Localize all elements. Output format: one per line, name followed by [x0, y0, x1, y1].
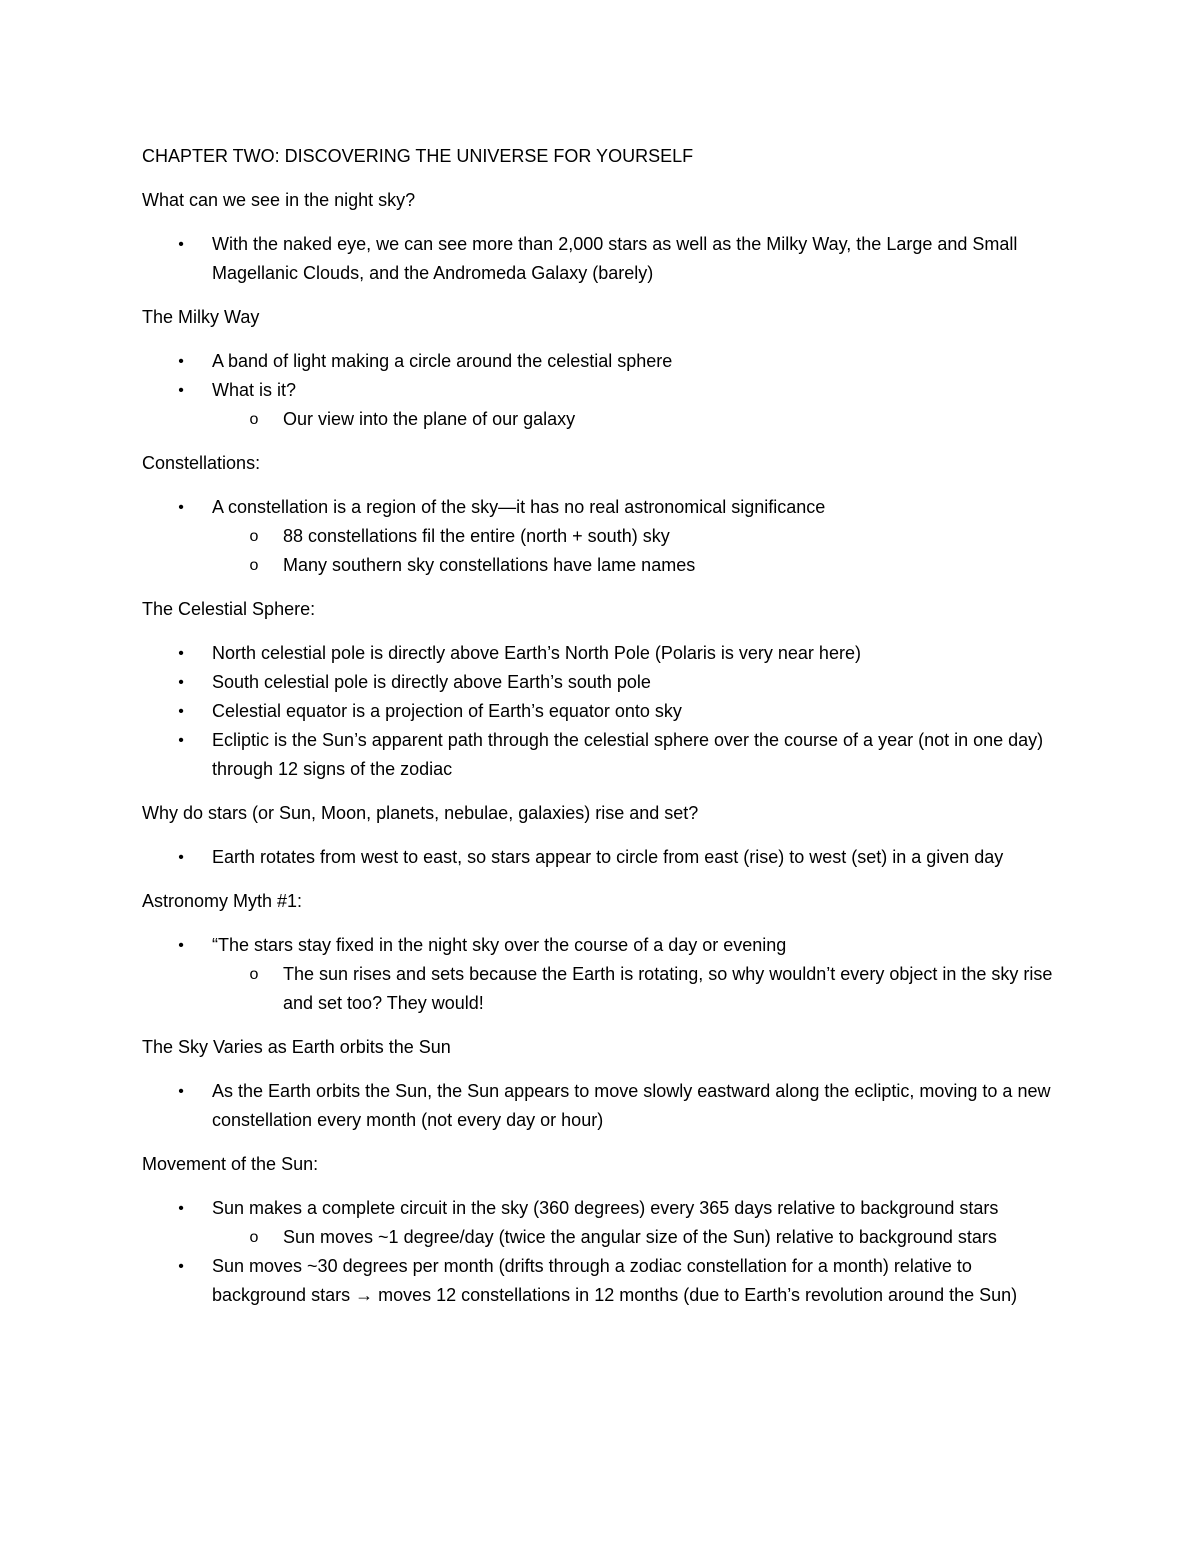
list-item-text: With the naked eye, we can see more than 2,000 stars as well as the Milky Way, the Large and Small Magellanic Clouds, and the Andromeda Galaxy (barely): [212, 234, 1018, 283]
list-item: [142, 347, 1062, 376]
list-item-text: Sun moves ~30 degrees per month (drifts through a zodiac constellation for a month) relative to background stars → moves 12 constellations in 12 months (due to Earth’s revolution around the Sun): [212, 1256, 1018, 1305]
sub-list-item: [212, 551, 1062, 580]
bullet-icon: •: [178, 849, 184, 866]
section-heading: The Milky Way: [142, 307, 260, 327]
section-heading: Astronomy Myth #1:: [142, 891, 303, 911]
sub-list-item-text: 88 constellations fil the entire (north + south) sky: [283, 526, 670, 546]
list-item-text: North celestial pole is directly above Earth’s North Pole (Polaris is very near here): [212, 643, 861, 663]
section-heading: What can we see in the night sky?: [142, 190, 416, 210]
bullet-icon: •: [178, 499, 184, 516]
list-item: [142, 639, 1062, 668]
list-item: [142, 376, 1062, 434]
section-heading: The Sky Varies as Earth orbits the Sun: [142, 1037, 451, 1057]
bullet-list: [142, 1194, 1062, 1310]
list-item-text: Sun makes a complete circuit in the sky (360 degrees) every 365 days relative to background stars: [212, 1198, 999, 1218]
document-content: [142, 142, 1062, 1325]
bullet-icon: •: [178, 236, 184, 253]
list-item: [142, 726, 1062, 784]
list-item-text: Earth rotates from west to east, so stars appear to circle from east (rise) to west (set) in a given day: [212, 847, 1004, 867]
list-item: [142, 1194, 1062, 1252]
list-item-text: “The stars stay fixed in the night sky over the course of a day or evening: [212, 935, 787, 955]
bullet-icon: •: [178, 645, 184, 662]
bullet-list: [142, 230, 1062, 288]
sub-list-item-text: Our view into the plane of our galaxy: [283, 409, 576, 429]
sub-bullet-list: [212, 960, 1062, 1018]
list-item: [142, 493, 1062, 580]
list-item: [142, 931, 1062, 1018]
bullet-icon: •: [178, 732, 184, 749]
section-heading: Movement of the Sun:: [142, 1154, 319, 1174]
bullet-list: [142, 347, 1062, 434]
list-item: [142, 1252, 1062, 1310]
bullet-list: [142, 843, 1062, 872]
list-item: [142, 230, 1062, 288]
section-heading: Constellations:: [142, 453, 261, 473]
sub-bullet-icon: o: [249, 557, 259, 574]
list-item: [142, 668, 1062, 697]
list-item-text: A band of light making a circle around the celestial sphere: [212, 351, 673, 371]
section-heading: The Celestial Sphere:: [142, 599, 316, 619]
list-item-text: As the Earth orbits the Sun, the Sun appears to move slowly eastward along the ecliptic, moving to a new constellation every month (not every day or hour): [212, 1081, 1051, 1130]
sub-list-item-text: Many southern sky constellations have lame names: [283, 555, 696, 575]
list-item-text: South celestial pole is directly above Earth’s south pole: [212, 672, 651, 692]
sub-list-item: [212, 1223, 1062, 1252]
sub-list-item: [212, 960, 1062, 1018]
sub-bullet-icon: o: [249, 528, 259, 545]
sub-bullet-icon: o: [249, 1229, 259, 1246]
sub-bullet-list: [212, 522, 1062, 580]
bullet-icon: •: [178, 937, 184, 954]
bullet-icon: •: [178, 1083, 184, 1100]
bullet-icon: •: [178, 1258, 184, 1275]
bullet-icon: •: [178, 703, 184, 720]
section-heading: Why do stars (or Sun, Moon, planets, nebulae, galaxies) rise and set?: [142, 803, 699, 823]
sub-bullet-icon: o: [249, 411, 259, 428]
bullet-list: [142, 1077, 1062, 1135]
list-item: [142, 1077, 1062, 1135]
sub-list-item: [212, 405, 1062, 434]
list-item-text: Ecliptic is the Sun’s apparent path through the celestial sphere over the course of a year (not in one day) through 12 signs of the zodiac: [212, 730, 1044, 779]
list-item-text: What is it?: [212, 380, 297, 400]
sub-bullet-list: [212, 1223, 1062, 1252]
bullet-icon: •: [178, 1200, 184, 1217]
list-item: [142, 697, 1062, 726]
bullet-icon: •: [178, 353, 184, 370]
list-item-text: A constellation is a region of the sky—it has no real astronomical significance: [212, 497, 826, 517]
sub-list-item-text: Sun moves ~1 degree/day (twice the angular size of the Sun) relative to background stars: [283, 1227, 997, 1247]
list-item-text: Celestial equator is a projection of Earth’s equator onto sky: [212, 701, 682, 721]
bullet-list: [142, 931, 1062, 1018]
bullet-icon: •: [178, 382, 184, 399]
bullet-list: [142, 639, 1062, 784]
bullet-icon: •: [178, 674, 184, 691]
document-title: CHAPTER TWO: DISCOVERING THE UNIVERSE FOR YOURSELF: [142, 146, 694, 166]
list-item: [142, 843, 1062, 872]
sub-bullet-list: [212, 405, 1062, 434]
sub-bullet-icon: o: [249, 966, 259, 983]
sub-list-item-text: The sun rises and sets because the Earth is rotating, so why wouldn’t every object in the sky rise and set too? They would!: [283, 964, 1053, 1013]
sub-list-item: [212, 522, 1062, 551]
bullet-list: [142, 493, 1062, 580]
